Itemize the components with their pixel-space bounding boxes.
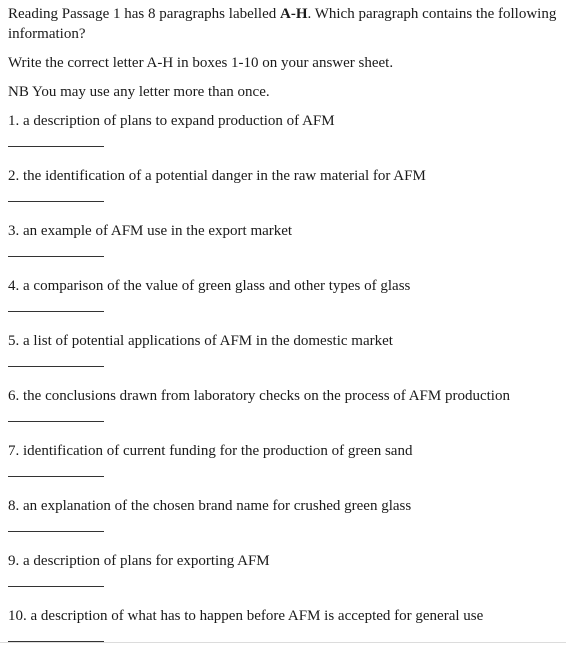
question-item: [8, 606, 558, 642]
question-text: 8. an explanation of the chosen brand name for crushed green glass: [8, 498, 412, 514]
answer-blank[interactable]: [8, 366, 104, 367]
answer-blank[interactable]: [8, 201, 104, 202]
question-text: 2. the identification of a potential danger in the raw material for AFM: [8, 168, 426, 184]
answer-blank[interactable]: [8, 311, 104, 312]
question-item: [8, 221, 558, 257]
question-text: 9. a description of plans for exporting AFM: [8, 553, 270, 569]
question-text: 10. a description of what has to happen before AFM is accepted for general use: [8, 608, 484, 624]
question-text: 4. a comparison of the value of green glass and other types of glass: [8, 278, 411, 294]
question-text: 6. the conclusions drawn from laboratory checks on the process of AFM production: [8, 388, 510, 404]
instruction-text-end: . Which paragraph contains the following information?: [8, 6, 557, 42]
question-item: [8, 276, 558, 312]
paragraph-range-bold: A-H: [280, 6, 308, 22]
question-text: 3. an example of AFM use in the export market: [8, 223, 293, 239]
answer-blank[interactable]: [8, 586, 104, 587]
question-item: [8, 166, 558, 202]
question-item: [8, 496, 558, 532]
question-item: [8, 111, 558, 147]
question-item: [8, 551, 558, 587]
worksheet: [8, 4, 558, 661]
answer-blank[interactable]: [8, 146, 104, 147]
page-bottom-divider: [0, 642, 566, 643]
answer-blank[interactable]: [8, 531, 104, 532]
instruction-answer-sheet: Write the correct letter A-H in boxes 1-10 on your answer sheet.: [8, 55, 394, 71]
answer-blank[interactable]: [8, 256, 104, 257]
instruction-heading: [8, 4, 558, 44]
question-item: [8, 331, 558, 367]
question-text: 5. a list of potential applications of AFM in the domestic market: [8, 333, 393, 349]
instruction-text-start: Reading Passage 1 has 8 paragraphs labelled: [8, 6, 280, 22]
question-text: 7. identification of current funding for the production of green sand: [8, 443, 413, 459]
question-list: [8, 111, 558, 642]
answer-blank[interactable]: [8, 476, 104, 477]
instruction-note: NB You may use any letter more than once.: [8, 84, 270, 100]
question-item: [8, 386, 558, 422]
question-item: [8, 441, 558, 477]
answer-blank[interactable]: [8, 421, 104, 422]
question-text: 1. a description of plans to expand production of AFM: [8, 113, 335, 129]
